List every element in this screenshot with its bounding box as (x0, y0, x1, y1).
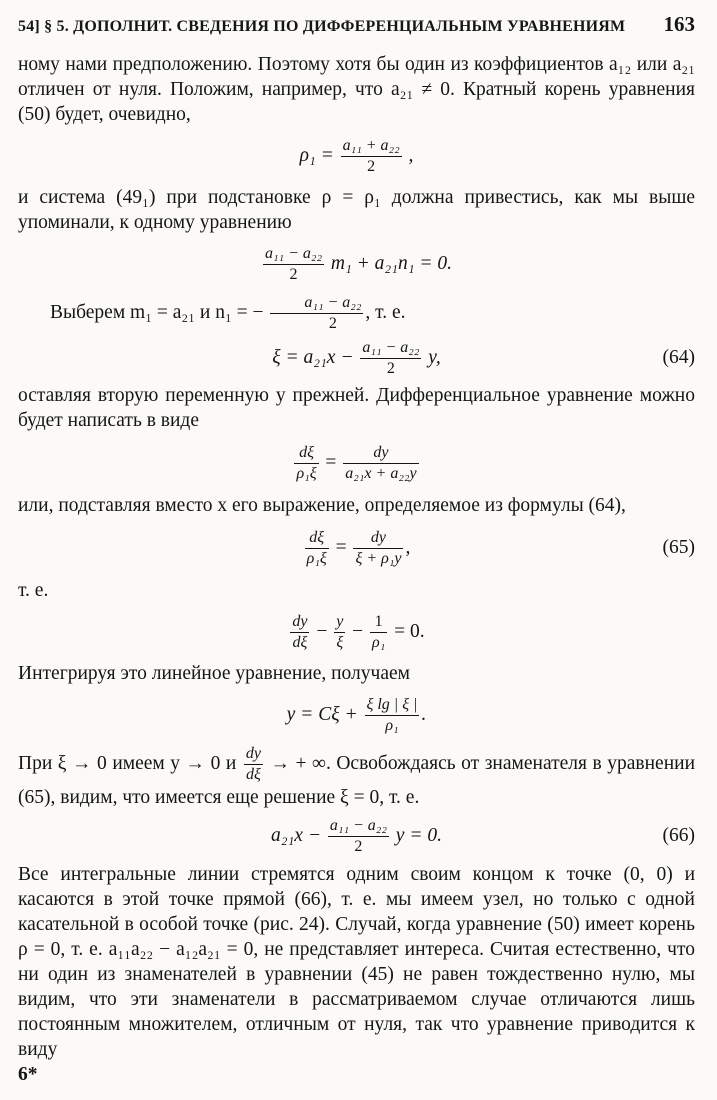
eq-lhs: a₂₁x − (271, 825, 321, 846)
frac-den: ρ₁ (385, 717, 399, 735)
frac-den: ξ (336, 634, 344, 652)
frac-num: dξ (294, 443, 318, 464)
page-number: 163 (663, 12, 695, 36)
equation-label: (66) (662, 825, 695, 846)
eq-tail: , (405, 537, 411, 558)
eq-equals: = (335, 537, 347, 558)
paragraph-3 (18, 293, 695, 333)
frac-den: ρ₁ξ (306, 550, 327, 568)
frac-den: 2 (328, 315, 337, 333)
frac-den: dξ (292, 634, 308, 652)
equation-64 (18, 333, 695, 383)
paragraph-6: т. е. (18, 580, 49, 601)
eq-lhs: y = Cξ + (286, 704, 358, 725)
eq-fraction (353, 528, 403, 569)
frac-num: dy (244, 744, 263, 765)
frac-den: 2 (386, 360, 395, 378)
equation-system (18, 235, 695, 293)
frac-num: a₁₁ − a₂₂ (328, 816, 389, 837)
eq-tail: = 0. (394, 621, 425, 642)
eq-fraction (343, 443, 418, 484)
frac-num: a₁₁ − a₂₂ (270, 293, 363, 314)
eq-fraction (244, 744, 263, 785)
paragraph-1: ному нами предположению. Поэтому хотя бы один из коэффициентов a₁₂ или a₂₁ отличен от нуля. Положим, например, что a₂₁ ≠ 0. Кратный корень уравнения (50) будет, очевидно, (18, 54, 695, 125)
equation-solution (18, 686, 695, 744)
paragraph-5: или, подставляя вместо x его выражение, определяемое из формулы (64), (18, 495, 626, 516)
eq-fraction (290, 612, 309, 653)
frac-den: ξ + ρ₁y (355, 550, 402, 568)
equation-label: (65) (662, 537, 695, 558)
frac-den: a₂₁x + a₂₂y (345, 465, 417, 483)
eq-tail: y, (428, 347, 441, 368)
frac-num: dξ (305, 528, 329, 549)
frac-num: a₁₁ − a₂₂ (360, 338, 421, 359)
frac-den: ρ₁ξ (296, 465, 317, 483)
frac-num: 1 (370, 612, 387, 633)
eq-fraction (328, 816, 389, 857)
signature-mark: 6* (18, 1064, 38, 1085)
frac-den: ρ₁ (372, 634, 386, 652)
frac-num: ξ lg | ξ | (365, 695, 420, 716)
eq-fraction (360, 338, 421, 379)
paragraph-7: Интегрируя это линейное уравнение, получаем (18, 663, 410, 684)
equation-label: (64) (662, 347, 695, 368)
equation-dxi-dy (18, 433, 695, 493)
limit-text: При ξ → 0 имеем y → 0 и (18, 752, 237, 774)
frac-num: dy (353, 528, 403, 549)
frac-den: 2 (289, 266, 298, 284)
eq-fraction (341, 136, 402, 177)
paragraph-9: Все интегральные линии стремятся одним своим концом к точке (0, 0) и касаются в этой точке прямой (66), т. е. мы имеем узел, но только с одной касательной в особой точке (рис. 24). Случай, когда уравнение (50) имеет корень ρ = 0, т. е. a₁₁a₂₂ − a₁₂a₂₁ = 0, не представляет интереса. Считая естественно, что ни один из знаменателей в уравнении (45) не равен тождественно нулю, мы видим, что эти знаменатели в рассматриваемом случае отличаются лишь постоянным множителем, отличным от нуля, так что уравнение приводится к виду (18, 864, 695, 1060)
paragraph-8 (18, 744, 695, 810)
eq-tail: m₁ + a₂₁n₁ = 0. (330, 253, 453, 274)
paragraph-4: оставляя вторую переменную y прежней. Дифференциальное уравнение можно будет написать в виде (18, 385, 695, 431)
eq-fraction (294, 443, 318, 484)
frac-num: y (334, 612, 345, 633)
frac-den: dξ (245, 766, 261, 783)
equation-linear (18, 603, 695, 661)
eq-lhs: ξ = a₂₁x − (272, 347, 354, 368)
eq-tail: y = 0. (395, 825, 442, 846)
frac-num: a₁₁ + a₂₂ (341, 136, 402, 157)
choose-text: Выберем m₁ = a₂₁ и n₁ = − (50, 302, 264, 323)
page-body (18, 52, 695, 1087)
eq-fraction (305, 528, 329, 569)
frac-den: 2 (354, 838, 363, 856)
eq-tail: . (421, 704, 427, 725)
eq-minus: − (316, 621, 328, 642)
equation-66 (18, 810, 695, 862)
eq-equals: = (325, 452, 337, 473)
eq-fraction (365, 695, 420, 736)
limit-tail: → + ∞. Освобождаясь от знаменателя в уравнении (65), видим, что имеется еще решение ξ = 0, т. е. (18, 752, 696, 808)
equation-rho1 (18, 127, 695, 185)
eq-tail: , (408, 145, 414, 166)
section-title: 54] § 5. ДОПОЛНИТ. СВЕДЕНИЯ ПО ДИФФЕРЕНЦИАЛЬНЫМ УРАВНЕНИЯМ (18, 18, 626, 35)
equation-65 (18, 518, 695, 578)
frac-num: dy (290, 612, 309, 633)
frac-num: a₁₁ − a₂₂ (263, 244, 324, 265)
paragraph-2: и система (49₁) при подстановке ρ = ρ₁ должна привестись, как мы выше упоминали, к одному уравнению (18, 187, 695, 233)
frac-num: dy (343, 443, 418, 464)
eq-minus: − (352, 621, 364, 642)
eq-fraction (270, 293, 363, 334)
running-header (18, 12, 695, 42)
eq-fraction (263, 244, 324, 285)
frac-den: 2 (367, 158, 376, 176)
eq-lhs: ρ₁ = (299, 145, 334, 166)
eq-fraction (370, 612, 387, 653)
eq-fraction (334, 612, 345, 653)
choose-tail: , т. е. (365, 302, 406, 323)
